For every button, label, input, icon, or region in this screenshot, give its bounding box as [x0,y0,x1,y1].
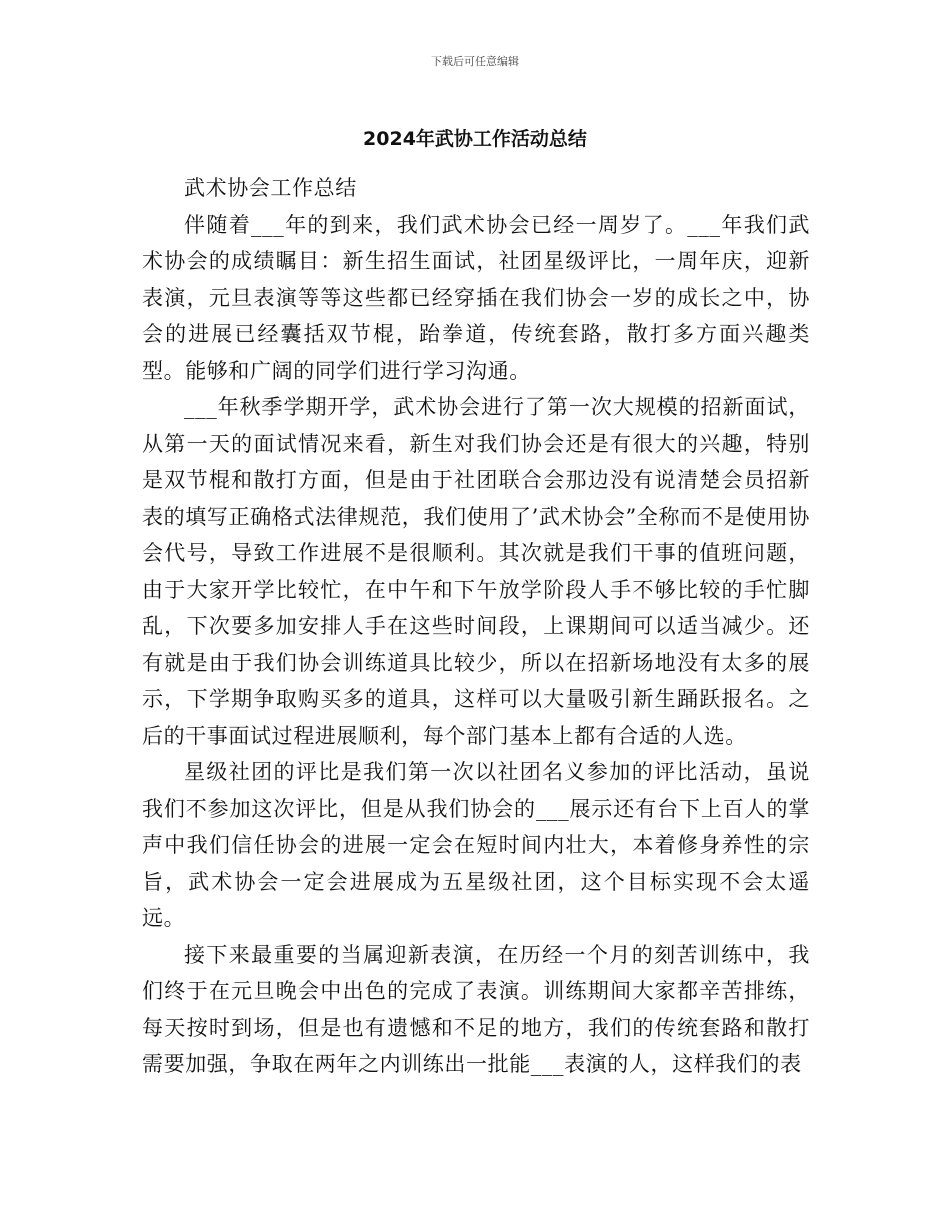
body-paragraph: 武术协会工作总结 [184,176,357,200]
body-paragraph: 接下来最重要的当属迎新表演，在历经一个月的刻苦训练中，我们终于在元旦晚会中出色的完成了表演。训练期间大家都辛苦排练，每天按时到场，但是也有遗憾和不足的地方，我们的传统套路和散打需要加强，争取在两年之内训练出一批能___表演的人，这样我们的表 [142,942,810,1076]
body-paragraph: 伴随着___年的到来，我们武术协会已经一周岁了。___年我们武术协会的成绩瞩目：新生招生面试，社团星级评比，一周年庆，迎新表演，元旦表演等等这些都已经穿插在我们协会一岁的成长之中，协会的进展已经囊括双节棍，跆拳道，传统套路，散打多方面兴趣类型。能够和广阔的同学们进行学习沟通。 [142,212,810,383]
body-paragraph: 星级社团的评比是我们第一次以社团名义参加的评比活动，虽说我们不参加这次评比，但是从我们协会的___展示还有台下上百人的掌声中我们信任协会的进展一定会在短时间内壮大，本着修身养性的宗旨，武术协会一定会进展成为五星级社团，这个目标实现不会太遥远。 [142,760,810,930]
document-body [142,170,810,1083]
header-note: 下载后可任意编辑 [431,55,519,68]
body-paragraph: ___年秋季学期开学，武术协会进行了第一次大规模的招新面试，从第一天的面试情况来看，新生对我们协会还是有很大的兴趣，特别是双节棍和散打方面，但是由于社团联合会那边没有说清楚会员招新表的填写正确格式法律规范，我们使用了’武术协会”全称而不是使用协会代号，导致工作进展不是很顺利。其次就是我们干事的值班问题，由于大家开学比较忙，在中午和下午放学阶段人手不够比较的手忙脚乱，下次要多加安排人手在这些时间段，上课期间可以适当减少。还有就是由于我们协会训练道具比较少，所以在招新场地没有太多的展示，下学期争取购买多的道具，这样可以大量吸引新生踊跃报名。之后的干事面试过程进展顺利，每个部门基本上都有合适的人选。 [142,395,810,748]
document-title: 2024年武协工作活动总结 [363,128,587,150]
